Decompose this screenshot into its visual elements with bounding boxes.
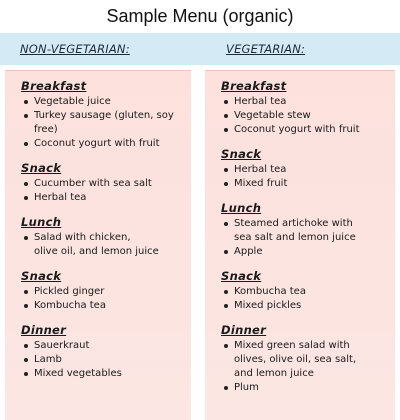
meal-items: [221, 339, 395, 395]
vegetarian-heading: VEGETARIAN:: [226, 42, 306, 56]
meal-items: [221, 163, 395, 191]
meal-breakfast: [21, 79, 191, 151]
meal-items: [221, 217, 395, 259]
list-item: Mixed vegetables: [21, 367, 191, 381]
list-item: Herbal tea: [221, 95, 395, 109]
non-vegetarian-column: [5, 70, 191, 420]
list-item: Kombucha tea: [221, 285, 395, 299]
list-item: Pickled ginger: [21, 285, 191, 299]
list-item: Mixed pickles: [221, 299, 395, 313]
meal-lunch: [221, 201, 395, 259]
list-item: Mixed fruit: [221, 177, 395, 191]
meal-snack: [21, 269, 191, 313]
non-vegetarian-heading: NON-VEGETARIAN:: [20, 42, 130, 56]
list-item: Steamed artichoke with sea salt and lemon juice: [221, 217, 395, 245]
list-item: Plum: [221, 381, 395, 395]
list-item: Sauerkraut: [21, 339, 191, 353]
list-item: Cucumber with sea salt: [21, 177, 191, 191]
meal-items: [21, 177, 191, 205]
list-item: Apple: [221, 245, 395, 259]
list-item: Herbal tea: [221, 163, 395, 177]
meal-items: [21, 339, 191, 381]
meal-snack: [221, 147, 395, 191]
meal-snack: [21, 161, 191, 205]
list-item: Vegetable stew: [221, 109, 395, 123]
list-item: Lamb: [21, 353, 191, 367]
list-item: Turkey sausage (gluten, soy free): [21, 109, 191, 137]
meal-name: Breakfast: [21, 79, 87, 93]
meal-name: Snack: [221, 269, 262, 283]
meal-lunch: [21, 215, 191, 259]
page-title: Sample Menu (organic): [106, 6, 294, 26]
list-item: Mixed green salad with olives, olive oil, sea salt, and lemon juice: [221, 339, 395, 381]
meal-items: [21, 231, 191, 259]
meal-dinner: [221, 323, 395, 395]
meal-breakfast: [221, 79, 395, 137]
meal-items: [21, 285, 191, 313]
meal-items: [21, 95, 191, 151]
meal-name: Snack: [221, 147, 262, 161]
list-item: Kombucha tea: [21, 299, 191, 313]
meal-name: Snack: [21, 269, 62, 283]
meal-name: Lunch: [21, 215, 62, 229]
meal-items: [221, 95, 395, 137]
list-item: Herbal tea: [21, 191, 191, 205]
meal-name: Lunch: [221, 201, 262, 215]
meal-name: Snack: [21, 161, 62, 175]
list-item: Vegetable juice: [21, 95, 191, 109]
meal-name: Dinner: [221, 323, 267, 337]
meal-items: [221, 285, 395, 313]
list-item: Salad with chicken, olive oil, and lemon juice: [21, 231, 191, 259]
meal-dinner: [21, 323, 191, 381]
list-item: Coconut yogurt with fruit: [21, 137, 191, 151]
vegetarian-column: [205, 70, 395, 420]
meal-name: Dinner: [21, 323, 67, 337]
meal-snack: [221, 269, 395, 313]
meal-name: Breakfast: [221, 79, 287, 93]
list-item: Coconut yogurt with fruit: [221, 123, 395, 137]
